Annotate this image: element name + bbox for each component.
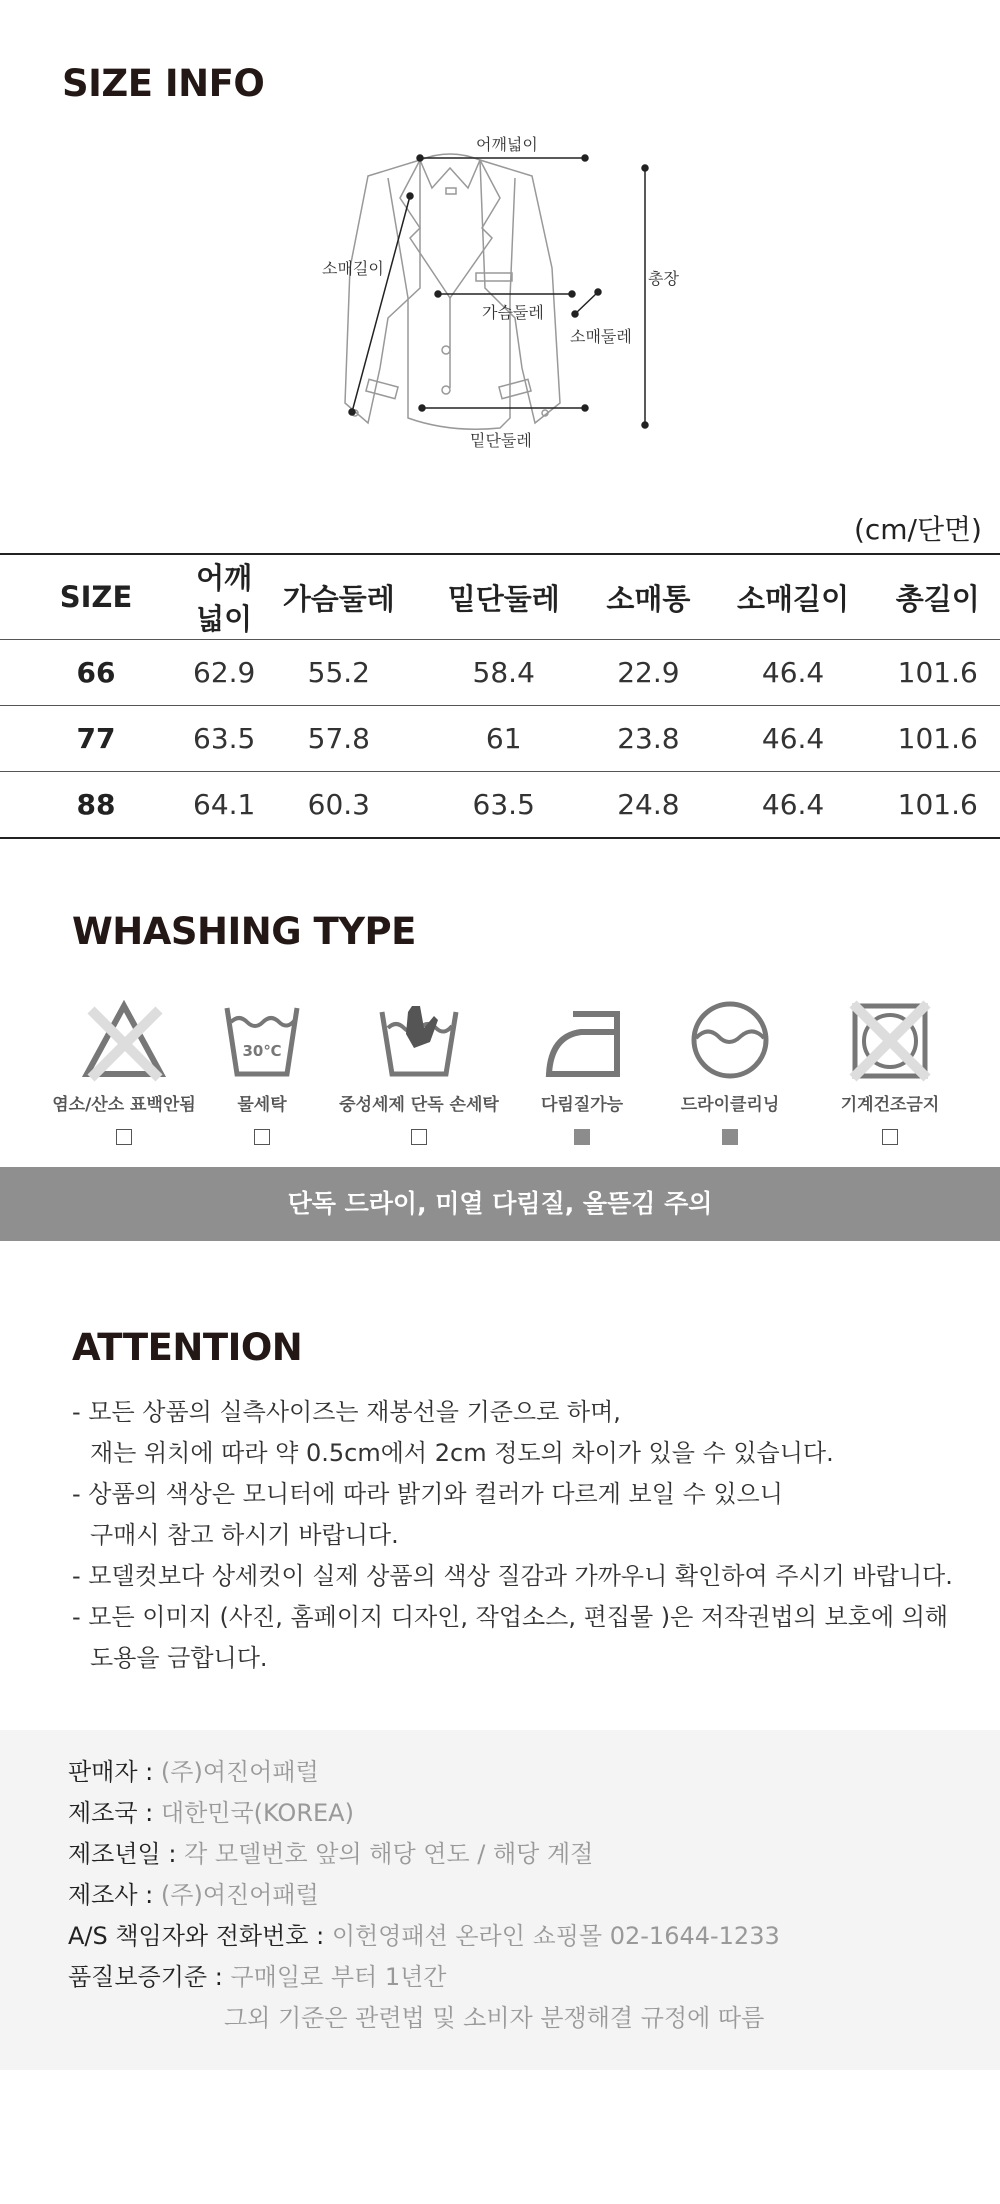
- col-header: 소매길이: [737, 581, 850, 616]
- table-cell: 63.5: [472, 788, 535, 821]
- label-chest: 가슴둘레: [482, 303, 544, 322]
- attention-title: ATTENTION: [72, 1326, 303, 1369]
- unit-label: (cm/단면): [853, 513, 982, 546]
- table-cell: 46.4: [761, 656, 825, 689]
- wash-label: 기계건조금지: [840, 1095, 940, 1115]
- wash-item-no-tumble-dry: [800, 998, 980, 1145]
- seller-info-row: [68, 1793, 780, 1834]
- checkbox-no-bleach: [116, 1129, 132, 1145]
- wash-item-water-wash: [172, 998, 352, 1145]
- seller-info-value: (주)여진어패럴: [160, 1758, 319, 1786]
- seller-info-label: 제조사 :: [68, 1881, 161, 1909]
- attention-line: - 모든 이미지 (사진, 홈페이지 디자인, 작업소스, 편집물 )은 저작권법의 보호에 의해: [72, 1603, 949, 1631]
- table-row: [0, 772, 1000, 839]
- size-cell: 66: [76, 656, 116, 689]
- size-info-title: SIZE INFO: [62, 62, 265, 105]
- table-cell: 58.4: [472, 656, 535, 689]
- col-header: 소매통: [606, 581, 691, 616]
- seller-info-row: [68, 1752, 780, 1793]
- seller-info-extra: 그외 기준은 관련법 및 소비자 분쟁해결 규정에 따름: [224, 2004, 765, 2032]
- label-total-length: 총장: [648, 269, 679, 288]
- care-banner: 단독 드라이, 미열 다림질, 올뜯김 주의: [0, 1167, 1000, 1241]
- seller-info-label: 품질보증기준 :: [68, 1963, 231, 1991]
- table-cell: 46.4: [761, 788, 825, 821]
- col-header: 총길이: [895, 581, 980, 616]
- attention-line: 재는 위치에 따라 약 0.5cm에서 2cm 정도의 차이가 있을 수 있습니다.: [90, 1439, 834, 1467]
- label-hem: 밑단둘레: [470, 431, 532, 450]
- wash-label: 물세탁: [237, 1095, 287, 1115]
- label-shoulder: 어깨넓이: [476, 135, 538, 154]
- seller-info-row: [68, 1875, 780, 1916]
- size-table: [0, 553, 1000, 839]
- label-sleeve-width: 소매둘레: [570, 327, 632, 346]
- wash-label: 드라이클리닝: [680, 1095, 780, 1115]
- col-header: 어깨넓이: [196, 561, 253, 636]
- wash-label: 다림질가능: [540, 1095, 624, 1115]
- dry-clean-icon: [685, 998, 775, 1082]
- seller-info-row: [68, 1834, 780, 1875]
- col-header: 밑단둘레: [447, 581, 560, 616]
- checkbox-no-tumble-dry: [882, 1129, 898, 1145]
- hand-wash-icon: [374, 998, 464, 1082]
- size-cell: 77: [76, 722, 116, 755]
- seller-info-value: 대한민국(KOREA): [160, 1799, 354, 1827]
- seller-info-value: (주)여진어패럴: [160, 1881, 319, 1909]
- attention-line: 구매시 참고 하시기 바랍니다.: [90, 1521, 399, 1549]
- table-cell: 101.6: [897, 656, 978, 689]
- attention-line: - 상품의 색상은 모니터에 따라 밝기와 컬러가 다르게 보일 수 있으니: [72, 1480, 783, 1508]
- wash-item-hand-wash: [329, 998, 509, 1145]
- wash-item-dry-clean: [640, 998, 820, 1145]
- table-cell: 24.8: [617, 788, 680, 821]
- wash-30-icon: [217, 998, 307, 1082]
- seller-info-label: 판매자 :: [68, 1758, 161, 1786]
- checkbox-hand-wash: [411, 1129, 427, 1145]
- size-cell: 88: [76, 788, 116, 821]
- table-row: [0, 640, 1000, 706]
- attention-line: 도용을 금합니다.: [90, 1644, 268, 1672]
- checkbox-dry-clean: [722, 1129, 738, 1145]
- table-cell: 61: [485, 722, 522, 755]
- jacket-measurement-diagram: [310, 128, 680, 458]
- col-header: SIZE: [59, 580, 133, 614]
- seller-info-row: [68, 1916, 780, 1957]
- table-cell: 22.9: [617, 656, 680, 689]
- seller-info-value: 구매일로 부터 1년간: [230, 1963, 447, 1991]
- seller-info-list: [68, 1752, 780, 2039]
- jacket-illustration: [310, 128, 680, 458]
- wash-label: 염소/산소 표백안됨: [52, 1095, 196, 1115]
- seller-info-panel: [0, 1730, 1000, 2070]
- seller-info-value: 각 모델번호 앞의 해당 연도 / 해당 계절: [184, 1840, 594, 1868]
- seller-info-label: A/S 책임자와 전화번호 :: [68, 1922, 332, 1950]
- table-cell: 55.2: [307, 656, 370, 689]
- wash-temp: 30℃: [242, 1042, 282, 1060]
- attention-line: - 모든 상품의 실측사이즈는 재봉선을 기준으로 하며,: [72, 1398, 621, 1426]
- table-cell: 64.1: [193, 788, 256, 821]
- col-header: 가슴둘레: [282, 581, 395, 616]
- attention-list: [72, 1392, 953, 1679]
- checkbox-iron: [574, 1129, 590, 1145]
- table-cell: 101.6: [897, 722, 978, 755]
- seller-info-label: 제조년일 :: [68, 1840, 185, 1868]
- seller-info-row: [68, 1957, 780, 1998]
- table-cell: 62.9: [193, 656, 256, 689]
- seller-info-value: 이헌영패션 온라인 쇼핑몰 02-1644-1233: [331, 1922, 780, 1950]
- washing-type-title: WHASHING TYPE: [72, 910, 416, 953]
- seller-info-label: 제조국 :: [68, 1799, 161, 1827]
- size-table-header: [0, 554, 1000, 640]
- wash-label: 중성세제 단독 손세탁: [339, 1095, 499, 1115]
- table-cell: 57.8: [307, 722, 370, 755]
- attention-line: - 모델컷보다 상세컷이 실제 상품의 색상 질감과 가까우니 확인하여 주시기 바랍니다.: [72, 1562, 953, 1590]
- table-cell: 101.6: [897, 788, 978, 821]
- table-cell: 60.3: [307, 788, 370, 821]
- no-bleach-icon: [79, 998, 169, 1082]
- no-tumble-dry-icon: [845, 998, 935, 1082]
- checkbox-water-wash: [254, 1129, 270, 1145]
- table-cell: 63.5: [193, 722, 256, 755]
- iron-icon: [537, 998, 627, 1082]
- table-cell: 23.8: [617, 722, 680, 755]
- table-row: [0, 706, 1000, 772]
- label-sleeve-length: 소매길이: [322, 259, 384, 278]
- table-cell: 46.4: [761, 722, 825, 755]
